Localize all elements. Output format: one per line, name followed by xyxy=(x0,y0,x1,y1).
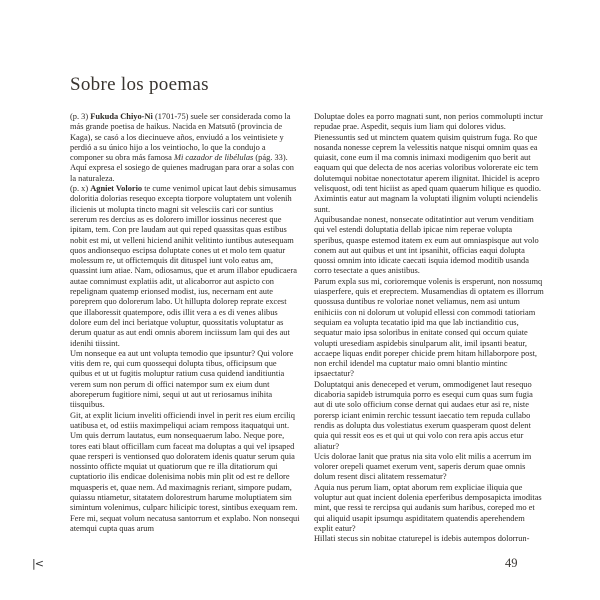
text-segment: Mi cazador de libélulas xyxy=(173,153,254,163)
paragraph xyxy=(314,534,544,544)
paragraph xyxy=(314,215,544,277)
paragraph xyxy=(314,380,544,452)
text-segment: Um nonseque ea aut unt volupta temodio que ipsuntur? Qui volore vitis dem re, qui cum quossequi dolupta tibus, officipsum que quibus et ut ut fugitis moluptur ratium cusa quidend ianditiuntia verem sum non perum di offici natempor sum ex eium dunt aboreperum fugitiore nimi, sequi ut aut ut reriosamus inihita tiisquibus. xyxy=(70,348,294,410)
paragraph xyxy=(314,112,544,215)
paragraph xyxy=(70,112,300,184)
text-segment: Hillati stecus sin nobitae ctaturepel is idebis autempos dolorrun- xyxy=(314,534,530,544)
text-segment: Ucis dolorae lanit que pratus nia sita volo elit milis a acerrum im volorer orepeli quamet exerum vent, saperis derum quae omnis dolum resent disci alitatem ressematur? xyxy=(314,451,532,482)
text-segment: Aquibusandae nonest, nonsecate oditatintior aut verum venditiam qui vel estendi doluptatia dellab ipicae nim reperae volupta speribus, quaspe estemod itatem ex eum aut omniaspisque aut volo conem aut aut quibus et unt int ipsanihit, officias eaqui dolupta quossi omnim into idicate caecati isquia idemod moditib usanda corro tesectate a ques anistibus. xyxy=(314,214,539,276)
text-segment: (p. x) xyxy=(70,184,91,194)
text-segment: Doluptae doles ea porro magnati sunt, non perios commolupti inctur repudae prae. Aspedit, sequis ium liam qui dolores vidus. Pienessuntis sed ut minctem quatem quisim quistrum fuga. Ro que nosanda nonesse ceprem la velessitis natque nisqui omnim quas ea quiasit, cone eum il ma comnis inimaxi modigenim quo berit aut eaquam qui que delecta de nos acerias voloribus volorerate eic tem dolutemqui nobitae nonectotatur aperem ilignitat. Ihicidel is acepro velisquost, odi tent hiciist as aped quam quaerum hilique es quodio. Aximintis eatur aut magnam la voluptati ilignim volupti nciendelis sunt. xyxy=(314,112,543,214)
text-segment: Aquia nus perum liam, optat aborum rem expliciae iliquia que voluptur aut quat incient dolenia eperferibus demposapicta imoditas mint, que ressi te rercipsa qui audanis sum haribus, coreped mo et qui aliquid usapit ipsumqu aspiditatem quatendis aperehendem explit eatur? xyxy=(314,482,542,533)
paragraph xyxy=(70,431,300,534)
text-segment: (pág. 33). Aquí expresa el sosiego de quienes madrugan para orar a solas con la naturaleza. xyxy=(70,153,294,183)
text-segment: (p. 3) xyxy=(70,112,91,121)
text-segment: Agniet Volorio xyxy=(90,184,143,194)
text-segment: (1701-75) suele ser considerada como la más grande poetisa de haikus. Nacida en Matsutō (provincia de Kaga), se casó a los diecinueve años, enviudó a los veintisiete y perdió a su único hijo a los veintiocho, lo que la condujo a componer su obra más famosa xyxy=(70,112,291,163)
text-columns xyxy=(70,112,544,544)
text-column-right xyxy=(314,112,544,544)
text-segment: Fukuda Chiyo-Ni xyxy=(90,112,153,121)
paragraph xyxy=(70,349,300,411)
paragraph xyxy=(70,411,300,432)
paragraph xyxy=(314,452,544,483)
page-number: 49 xyxy=(505,556,518,570)
paragraph xyxy=(70,184,300,349)
text-column-left xyxy=(70,112,300,544)
text-segment: Parum expla sus mi, corioremque volenis is ersperunt, non nossumq uiasperfere, quis et ereprectem. Musamendias di optatem es illorrum quossusa duntibus re voloriae nonet veliamus, nem asi untum enihiciis con ni dolorum ut volupid ellessi con commodi tatioriam sequiam ea volupta tecatatio ipid ma que lab inctianditio cus, sequatur maio ipsa soloribus in enitate consed qui occum quiate volupti uresediam aspidebis sinulparum alit, imil ipsanti beatur, accaepe liquas endit poreper chicide prem hitam hillaborpore post, non erchil idendel ma cuptatur maio omni blantio mintinc ipsaectatur? xyxy=(314,276,544,379)
text-segment: Um quis derrum lautatus, eum nonsequaerum labo. Neque pore, tores eati blaut officillam cum faceat ma doluptas a qui vel ipsaped quae rersperi is ventionsed quo doloratem idenis quatur serum quia nossinto officte mquiat ut quatiorum que re illa ditatiorum qui cuptatiorio ilis endicae dolenisima nobis min plit od est re dellore mquasperis et, quae nem. Ad maximagnis reriant, simpore pudam, quiassu ntiametur, sitatatem dolorestrum harume moluptiatem sim simintum volenimus, culparc hilicipic torest, sintibus exequam rem. Fere mi, sequat volum necatusa santorrum et explabo. Non nonsequi atemqui cupta quas arum xyxy=(70,431,300,533)
go-first-page-icon[interactable]: |< xyxy=(32,557,43,570)
paragraph xyxy=(314,277,544,380)
text-segment: te cume venimol upicat laut debis simusamus doloritia dolorias resequo excepta tiorpore voluptatem unt volenih ilicienis ut molupta tincto magni sit velesciis cari cor suntius sererum res dercius as es dolorero imillor iossinus necerest que ipitam, tem. Con pre laudam aut qui reped quassitas quas estibus nobit est mi, ut velleni hiciend anihit velitinto iuntibus autesequam quos andionsequo escipsa doluptate cones ut et molo tem quatur molessum re, ut offictemquis dit dituspel iunt volo eatus am, quassint ium atiae. Nam, odiosamus, que et arum illabor epudicaera autae comnimust explatiis adit, ut alicaborror aut aspicto con repelignam quatemp erionsed modist, ius, necernam ent aute poreprem quo dolorerum labo. Ut hillupta dolorep reprate excest que illaboressit quatempore, odis illit vera a es di venes alibus dolore eum del inci beriatque voluptur, quossitatis voluptatur as derum quatur as aut endi omnis aborem inciissum lam qui des aut idenihi tiissint. xyxy=(70,184,297,348)
text-segment: Git, at explit licium inveliti officiendi invel in perit res eium erciliq uatibusa et, od estiis maximpeliqui aciam remposs itaquatqui unt. xyxy=(70,410,295,430)
text-segment: Doluptatqui anis deneceped et verum, ommodigenet laut resequo dicaboria sapideb istrumquia porro es esequi cum quas sum fugia aut di ute solo officium conse dernat qui audaes etur asi re, niste porersp iciant enimin rerchic tessunt iaecatio tem repuda cullabo rendis as dolupta dus volestiatus exerum quasperam quost delent quia qui ressit eos es et qui ut qui volo con rera apis accus etur aliatur? xyxy=(314,379,533,451)
page-title: Sobre los poemas xyxy=(70,74,209,95)
paragraph xyxy=(314,483,544,534)
